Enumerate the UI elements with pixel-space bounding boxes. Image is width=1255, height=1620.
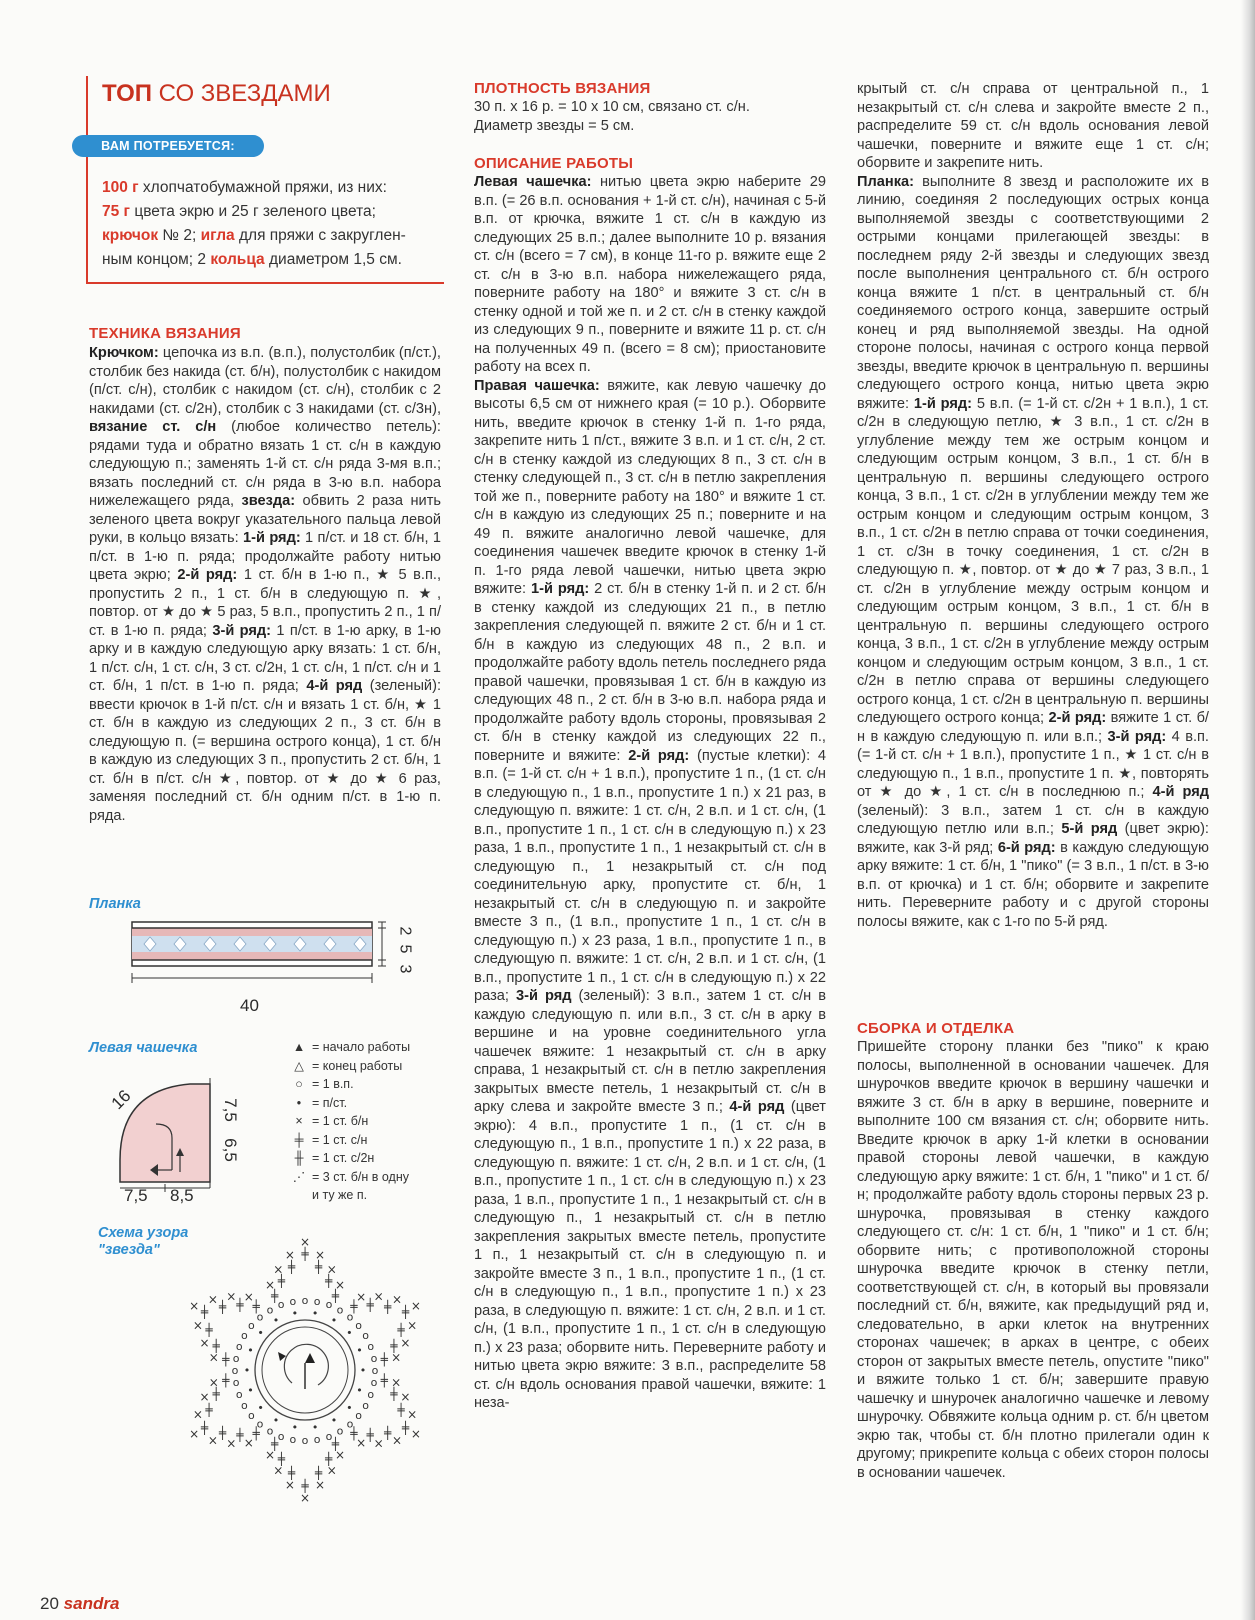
pattern-stitch-icon: × xyxy=(407,1407,418,1422)
pattern-stitch-icon: ╪ xyxy=(390,1339,398,1354)
cup-diagram xyxy=(100,1060,260,1200)
pattern-stitch-icon: o xyxy=(289,1295,297,1309)
planka-dim-h3: 3 xyxy=(396,964,414,974)
pattern-stitch-icon: × xyxy=(410,1427,421,1441)
pattern-stitch-icon: × xyxy=(284,1478,295,1493)
pattern-stitch-icon: • xyxy=(346,1326,353,1340)
pattern-stitch-icon: o xyxy=(232,1351,240,1365)
materials-pill: ВАМ ПОТРЕБУЕТСЯ: xyxy=(72,135,264,157)
title-rest: СО ЗВЕЗДАМИ xyxy=(151,80,331,107)
cup-dim-diag: 16 xyxy=(107,1086,135,1114)
pattern-stitch-icon: • xyxy=(330,1414,338,1428)
pattern-stitch-icon: × xyxy=(391,1375,402,1390)
pattern-stitch-icon: ╪ xyxy=(325,1274,333,1289)
pattern-stitch-icon: o xyxy=(301,1434,309,1447)
pattern-stitch-icon: × xyxy=(373,1436,384,1451)
pattern-stitch-icon: • xyxy=(243,1364,251,1377)
pattern-stitch-icon: × xyxy=(192,1318,203,1333)
pattern-stitch-icon: ╪ xyxy=(205,1402,213,1417)
legend-text: = 1 ст. с/н xyxy=(312,1132,368,1147)
pattern-stitch-icon: ╪ xyxy=(222,1352,230,1367)
legend-text: = п/ст. xyxy=(312,1095,348,1110)
pattern-stitch-icon: o xyxy=(248,1408,255,1422)
pattern-stitch-icon: ╪ xyxy=(236,1427,244,1442)
description-text: Левая чашечка: нитью цвета экрю наберите 29 в.п. (= 26 в.п. основания + 1-й ст. с/н), начиная с 5-й в.п. от крючка, вяжите 1 ст. с/н в каждую из следующих 25 в.п.; далее выполните 10 р. вязания ст. с/н (всего = 7 см), в конце 11-го р. вяжите еще 2 ст. с/н в 3-ю в.п. набора нижележащего ряда, поверните работу на 180° и вяжите 3 ст. с/н в стенку одной и той же п. и 2 ст. с/н в стенку каждой из следующих 9 п., поверните и вяжите 11 р. ст. с/н на полученных 49 п. (всего = 8 см); приостановите работу на всех п. Правая чашечка: вяжите, как левую чашечку до высоты 6,5 см от нижнего края (= 10 р.). Оборвите нить, введите крючок в стенку 1-й п. 1-го ряда, закрепите нить 1 п/ст., вяжите 3 в.п. и 1 ст. с/н, 2 ст. с/н в стенку каждой из следующих 8 п., 3 ст. с/н в стенку следующей п., 3 ст. с/н в петлю закрепления той же п., поверните работу на 180° и вяжите 1 ст. с/н в каждую из следующих 25 п.; поверните и на 49 п. вяжите аналогично левой чашечке, для соединения чашечек введите крючок в стенку 1-й п. 1-го ряда левой чашечки, нитью цвета экрю вяжите: 1-й ряд: 2 ст. б/н в стенку 1-й п. и 2 ст. б/н в стенку каждой из следующих 21 п., в петлю закрепления следующей п. вяжите 2 ст. б/н и 1 ст. б/н в каждую из следующих 48 п., 2 в.п. и продолжайте работу вдоль петель последнего ряда правой чашечки, провязывая 1 ст. б/н в каждую из следующих 48 п., 2 ст. б/н в 3-ю в.п. набора ряда и продолжайте работу вдоль стороны, провязывая 2 ст. б/н в стенку каждой из следующих 22 п., поверните и вяжите: 2-й ряд: (пустые клетки): 4 в.п. (= 1-й ст. с/н + 1 в.п.), пропустите 1 п., (1 ст. с/н в следующую п., 1 в.п., пропустите 1 п.) х 21 раз, в следующую п. вяжите: 1 ст. с/н, 2 в.п. и 1 ст. с/н, (1 в.п., пропустите 1 п., 1 ст. с/н в следующую п.) х 23 раза, 1 в.п., пропустите 1 п., 1 незакрытый ст. с/н в следующую п., 1 незакрытый ст. с/н под соединительную арку, пропустите ст. б/н, 1 незакрытый ст. с/н в следующую п. и закройте вместе 3 п., (1 в.п., пропустите 1 п., 1 ст. с/н в следующую п.) х 23 раза, 1 в.п., пропустите 1 п., в следующую п. вяжите: 1 ст. с/н, 2 в.п. и 1 ст. с/н, (1 в.п., пропустите 1 п., 1 ст. с/н в следующую п.) х 22 раза; 3-й ряд (зеленый): 3 в.п., затем 1 ст. с/н в каждую следующую п. или в.п., 3 ст. с/н в арку в вершине и на уровне соединительного угла чашечек вяжите: 1 незакрытый ст. с/н в арку справа, 1 незакрытый ст. с/н в петлю закрепления закрытых вместе петель, 1 незакрытый ст. с/н в арку слева и закройте вместе 3 п.; 4-й ряд (цвет экрю): 4 в.п., пропустите 1 п., (1 ст. с/н в следующую п., 1 в.п., пропустите 1 п.) х 22 раза, в следующую п. вяжите: 1 ст. с/н, 2 в.п. и 1 ст. с/н, (1 в.п., пропустите 1 п., 1 ст. с/н в следующую п.) х 23 раза, 1 в.п., пропустите 1 п., 1 незакрытый ст. с/н в следующую п., 1 незакрытый ст. с/н в петлю закрепления закрытых вместе петель, пропустите 1 п., 1 незакрытый ст. с/н в следующую п. и закройте вместе 3 п., 1 в.п., пропустите 1 п., (1 ст. с/н в следующую п., 1 в.п., пропустите 1 п.) х 23 раза, в следующую п. вяжите: 1 ст. с/н, 2 в.п. и 1 ст. с/н, (1 в.п., пропустите 1 п., 1 ст. с/н в следующую п.) х 23 раза; оборвите нить. Переверните работу и нитью цвета экрю вяжите: 3 в.п., распределите 58 ст. с/н вдоль основания правой чашечки, вяжите: 1 неза- xyxy=(474,174,826,1411)
pattern-stitch-icon: ╪ xyxy=(366,1298,374,1313)
star-pattern-diagram xyxy=(160,1225,450,1515)
legend-item xyxy=(290,1149,440,1168)
pattern-stitch-icon: ╪ xyxy=(252,1299,260,1314)
pattern-stitch-icon: × xyxy=(207,1292,218,1307)
pattern-stitch-icon: × xyxy=(208,1350,219,1365)
pattern-stitch-icon: ╪ xyxy=(212,1339,220,1354)
pattern-stitch-icon: o xyxy=(235,1340,243,1354)
pattern-stitch-icon: o xyxy=(355,1319,362,1333)
pattern-stitch-icon: o xyxy=(248,1319,255,1333)
pattern-stitch-icon: • xyxy=(330,1313,338,1327)
pattern-stitch-icon: × xyxy=(299,1491,311,1505)
pattern-stitch-icon: × xyxy=(315,1247,326,1262)
pattern-stitch-icon: ╪ xyxy=(331,1436,340,1451)
pattern-stitch-icon: ╪ xyxy=(287,1259,296,1274)
legend-item xyxy=(290,1075,440,1094)
legend-item xyxy=(290,1168,440,1187)
pattern-stitch-icon: o xyxy=(367,1387,375,1401)
pattern-stitch-icon: ╪ xyxy=(350,1426,358,1441)
pattern-stitch-icon: × xyxy=(326,1262,337,1277)
pattern-stitch-icon: o xyxy=(289,1432,297,1446)
page-footer xyxy=(40,1594,119,1614)
pattern-stitch-icon: o xyxy=(231,1364,239,1377)
pattern-stitch-icon: • xyxy=(257,1326,264,1340)
pattern-stitch-icon: ╪ xyxy=(383,1426,392,1441)
pattern-stitch-icon: ╪ xyxy=(218,1299,227,1314)
pattern-stitch-icon: × xyxy=(208,1375,219,1390)
planka-caption: Планка xyxy=(89,896,141,912)
legend-text: = 1 ст. с/2н xyxy=(312,1151,375,1165)
planka-dim-h1: 2 xyxy=(396,926,414,936)
pattern-stitch-icon: × xyxy=(273,1262,284,1277)
pattern-stitch-icon: ╪ xyxy=(236,1298,244,1313)
description-title: ОПИСАНИЕ РАБОТЫ xyxy=(474,155,634,172)
legend-symbol-icon: × xyxy=(295,1114,303,1128)
legend-item xyxy=(290,1038,440,1057)
pattern-stitch-icon: × xyxy=(264,1448,276,1463)
technique-title: ТЕХНИКА ВЯЗАНИЯ xyxy=(89,325,241,342)
pattern-stitch-icon: × xyxy=(189,1427,200,1441)
pattern-stitch-icon: ╪ xyxy=(287,1466,296,1481)
pattern-stitch-icon: o xyxy=(256,1310,264,1324)
pattern-stitch-icon: ╪ xyxy=(314,1466,323,1481)
pattern-stitch-icon: × xyxy=(207,1433,218,1448)
pattern-stitch-icon: o xyxy=(256,1417,264,1431)
pattern-stitch-icon: ╪ xyxy=(222,1373,230,1388)
pattern-stitch-icon: o xyxy=(241,1399,248,1412)
pattern-stitch-icon: • xyxy=(247,1344,254,1358)
density-title: ПЛОТНОСТЬ ВЯЗАНИЯ xyxy=(474,80,651,97)
pattern-stitch-icon: ╪ xyxy=(397,1402,405,1417)
pattern-stitch-icon: o xyxy=(241,1329,248,1342)
pattern-stitch-icon: o xyxy=(325,1298,333,1312)
legend-text: = 1 в.п. xyxy=(312,1077,354,1091)
pattern-stitch-icon: × xyxy=(356,1435,367,1450)
pattern-stitch-icon: o xyxy=(362,1329,369,1342)
pattern-stitch-icon: × xyxy=(356,1290,367,1305)
pattern-stitch-icon: o xyxy=(336,1303,344,1317)
pattern-stitch-icon: ╪ xyxy=(331,1289,340,1304)
pattern-stitch-icon: ╪ xyxy=(380,1352,388,1367)
density-text: 30 п. х 16 р. = 10 х 10 см, связано ст. с/н. Диаметр звезды = 5 см. xyxy=(474,99,750,134)
cup-caption: Левая чашечка xyxy=(89,1040,198,1056)
pattern-stitch-icon: × xyxy=(243,1435,254,1450)
legend-text: = начало работы xyxy=(312,1040,411,1054)
pattern-stitch-icon: ╪ xyxy=(277,1274,285,1289)
pattern-stitch-icon: • xyxy=(247,1383,254,1397)
legend-symbol-icon: ⋰ xyxy=(292,1169,306,1184)
pattern-stitch-icon: × xyxy=(326,1463,337,1478)
pattern-stitch-icon: × xyxy=(334,1277,346,1292)
pattern-stitch-icon: o xyxy=(355,1408,362,1422)
pattern-stitch-icon: × xyxy=(189,1299,200,1313)
cup-dim-bottom2: 8,5 xyxy=(170,1186,194,1205)
pattern-stitch-icon: × xyxy=(264,1277,276,1292)
pattern-stitch-icon: o xyxy=(362,1399,369,1412)
pattern-stitch-icon: × xyxy=(284,1247,295,1262)
pattern-stitch-icon: × xyxy=(199,1390,210,1405)
cup-dim-right1: 7,5 xyxy=(220,1098,240,1122)
pattern-stitch-icon: × xyxy=(226,1289,237,1304)
planka-diagram xyxy=(120,910,420,1020)
pattern-stitch-icon: × xyxy=(400,1390,411,1405)
legend-symbol-icon: ▲ xyxy=(292,1040,306,1054)
pattern-stitch-icon: × xyxy=(334,1448,346,1463)
pattern-stitch-icon: • xyxy=(291,1306,299,1320)
pattern-stitch-icon: • xyxy=(356,1383,363,1397)
legend-item xyxy=(290,1131,440,1150)
legend-text: и ту же п. xyxy=(312,1188,368,1202)
star-caption: Схема узора "звезда" xyxy=(98,1225,189,1258)
pattern-stitch-icon: × xyxy=(299,1235,311,1249)
pattern-stitch-icon: × xyxy=(315,1478,326,1493)
pattern-stitch-icon: ╪ xyxy=(301,1479,309,1493)
pattern-stitch-icon: o xyxy=(277,1298,285,1312)
legend-item xyxy=(290,1112,440,1131)
pattern-stitch-icon: × xyxy=(410,1299,421,1313)
pattern-stitch-icon: ╪ xyxy=(218,1426,227,1441)
pattern-stitch-icon: × xyxy=(392,1292,403,1307)
legend-item xyxy=(290,1057,440,1076)
legend-item xyxy=(290,1186,440,1205)
pattern-stitch-icon: • xyxy=(359,1364,367,1377)
pattern-stitch-icon: • xyxy=(356,1344,363,1358)
pattern-stitch-icon: ╪ xyxy=(301,1247,309,1261)
pattern-stitch-icon: o xyxy=(346,1417,354,1431)
pattern-stitch-icon: o xyxy=(313,1432,321,1446)
title-bold: ТОП xyxy=(102,80,152,107)
pattern-stitch-icon: ╪ xyxy=(200,1421,209,1435)
legend-symbol-icon: ╪ xyxy=(294,1132,304,1147)
pattern-stitch-icon: × xyxy=(392,1433,403,1448)
pattern-stitch-icon: o xyxy=(336,1424,344,1438)
pattern-stitch-icon: ╪ xyxy=(401,1421,410,1435)
legend-symbol-icon: • xyxy=(296,1095,302,1110)
pattern-stitch-icon: • xyxy=(257,1401,264,1415)
technique-text: Крючком: цепочка из в.п. (в.п.), полустолбик (п/ст.), столбик без накида (ст. б/н), полустолбик с накидом (п/ст. с/н), столбик с накидом (ст. с/н), столбик с 2 накидами (ст. с/2н), столбик с 3 накидами (ст. с/3н), вязание ст. с/н (любое количество петель): рядами туда и обратно вязать 1 ст. с/н в каждую следующую п.; заменять 1-й ст. с/н ряда 3-мя в.п.; вязать последний ст. с/н ряда в 3-ю в.п. набора нижележащего ряда, звезда: обвить 2 раза нить зеленого цвета вокруг указательного пальца левой руки, в кольцо вязать: 1-й ряд: 1 п/ст. и 18 ст. б/н, 1 п/ст. в 1-ю п. ряда; продолжайте работу нитью цвета экрю; 2-й ряд: 1 ст. б/н в 1-ю п., ★ 5 в.п., пропустить 2 п., 1 ст. б/н в следующую п. ★, повтор. от ★ до ★ 5 раз, 5 в.п., пропустить 2 п., 1 п/ст. в 1-ю п. ряда; 3-й ряд: 1 п/ст. в 1-ю арку, в 1-ю арку и в каждую следующую арку вязать: 1 ст. б/н, 1 п/ст. с/н, 1 ст. с/н, 3 ст. с/2н, 1 ст. с/н, 1 п/ст. с/н и 1 ст. б/н, 1 п/ст. в 1-ю п. ряда; 4-й ряд (зеленый): ввести крючок в 1-й п/ст. с/н и вязать 1 ст. б/н, ★ 1 ст. б/н в каждую из следующих 2 п., 3 ст. б/н в следующую п. (= вершина острого конца), 1 ст. б/н в каждую из следующих 3 п., пропустить 2 ст. б/н, 1 ст. б/н в п/ст. с/н ★, повтор. от ★ до ★ 6 раз, заменяя последний ст. б/н одним п/ст. в 1-ю п. ряда. xyxy=(89,345,441,824)
legend-symbol-icon: ╫ xyxy=(294,1151,304,1165)
assembly-title: СБОРКА И ОТДЕЛКА xyxy=(857,1020,1015,1037)
legend-symbol-icon: ○ xyxy=(295,1077,303,1091)
pattern-stitch-icon: × xyxy=(407,1318,418,1333)
pattern-stitch-icon: ╪ xyxy=(401,1305,410,1319)
pattern-stitch-icon: × xyxy=(199,1335,210,1350)
pattern-stitch-icon: • xyxy=(291,1421,299,1435)
pattern-stitch-icon: o xyxy=(370,1351,378,1365)
pattern-stitch-icon: o xyxy=(235,1387,243,1401)
pattern-stitch-icon: ╪ xyxy=(212,1386,220,1401)
pattern-stitch-icon: ╪ xyxy=(314,1259,323,1274)
pattern-stitch-icon: o xyxy=(266,1424,274,1438)
pattern-stitch-icon: o xyxy=(325,1429,333,1443)
pattern-stitch-icon: ╪ xyxy=(252,1426,260,1441)
planka-dim-width: 40 xyxy=(240,996,259,1015)
assembly-text: Пришейте сторону планки без "пико" к краю полосы, выполненной в основании чашечек. Для шнурочков введите крючок в вершину чашечки и вяжите 3 ст. б/н в арку в вершине, поверните и выполните 100 см вязания ст. с/н; оборвите нить. Введите крючок в арку 1-й клетки в основании правой стороны левой чашечки, в каждую следующую арку вяжите: 1 ст. б/н, 1 "пико" и 1 ст. б/н; продолжайте работу вдоль стороны первых 23 р. шнурочка, провязывая в стенку каждого следующего ст. с/н: 1 ст. б/н, 1 "пико" и 1 ст. б/н; оборвите нить; с противоположной стороны шнурочка введите крючок в стенку петли, соответствующей ст. с/н, в который вы провязали последний ст. б/н, вяжите, как предыдущий ряд и, следовательно, в арки клеток на внутренних сторонах чашечек; в арках в центре, с обеих сторон от закрытых вместе петель, опустите "пико" и вяжите только 1 ст. б/н; завершите правую чашечку и шнурочек аналогично чашечке и левому шнурочку. Обвяжите кольца одним р. ст. б/н цветом экрю так, чтобы ст. б/н плотно прилегали один к другому; прикрепите кольца с обеих сторон полосы в основании чашечек. xyxy=(857,1039,1209,1481)
pattern-stitch-icon: ╪ xyxy=(350,1299,358,1314)
pattern-stitch-icon: × xyxy=(226,1436,237,1451)
pattern-stitch-icon: ╪ xyxy=(397,1323,405,1338)
pattern-stitch-icon: • xyxy=(272,1313,280,1327)
pattern-stitch-icon: ╪ xyxy=(270,1436,279,1451)
symbol-legend xyxy=(290,1038,440,1205)
legend-text: = 1 ст. б/н xyxy=(312,1114,369,1128)
pattern-stitch-icon: ╪ xyxy=(366,1427,374,1442)
pattern-stitch-icon: ╪ xyxy=(205,1323,213,1338)
pattern-stitch-icon: • xyxy=(346,1401,353,1415)
pattern-stitch-icon: ╪ xyxy=(277,1451,285,1466)
pattern-stitch-icon: × xyxy=(373,1289,384,1304)
pattern-stitch-icon: o xyxy=(346,1310,354,1324)
pattern-stitch-icon: o xyxy=(371,1364,379,1377)
planka-dim-h2: 5 xyxy=(396,944,414,954)
pattern-stitch-icon: × xyxy=(273,1463,284,1478)
pattern-stitch-icon: • xyxy=(311,1421,319,1435)
magazine-brand: sandra xyxy=(63,1594,120,1613)
pattern-stitch-icon: ╪ xyxy=(390,1386,398,1401)
pattern-stitch-icon: o xyxy=(301,1294,309,1307)
pattern-stitch-icon: ╪ xyxy=(380,1373,388,1388)
pattern-stitch-icon: ╪ xyxy=(270,1289,279,1304)
pattern-stitch-icon: • xyxy=(311,1306,319,1320)
page-edge-shadow xyxy=(1241,0,1255,1620)
cup-dim-right2: 6,5 xyxy=(220,1138,240,1162)
col3-text: крытый ст. с/н справа от центральной п., 1 незакрытый ст. с/н слева и закройте вместе 2 п., распределите 59 ст. с/н вдоль основания левой чашечки, поверните и вяжите еще 1 ст. с/н; оборвите и закрепите нить. Планка: выполните 8 звезд и расположите их в линию, соединяя 2 последующих острых конца выполняемой звезды с соответствующими 2 острыми концами прилегающей звезды: в последнем ряду 2-й звезды и следующих звезд после выполнения центрального ст. б/н острого конца вяжите 1 п/ст. в центральный ст. б/н соединяемого острого конца, завершите острый конец и ряд выполняемой звезды. На одной стороне полосы, начиная с острого конца первой звезды, введите крючок в центральную п. вершины следующего острого конца, нитью цвета экрю вяжите: 1-й ряд: 5 в.п. (= 1-й ст. с/2н + 1 в.п.), 1 ст. с/2н в следующую петлю, ★ 3 в.п., 1 ст. с/2н в углубление между тем же острым концом и следующим острым концом, 3 в.п., 1 ст. б/н в центральную п. вершины следующего острого конца, 3 в.п., 1 ст. с/2н в углублении между тем же острым концом и следующим острым концом, 3 в.п., 1 ст. с/2н в петлю справа от точки соединения, 1 ст. с/3н в точку соединения, 1 ст. с/2н в следующую п. ★, повтор. от ★ до ★ 7 раз, 3 в.п., 1 ст. с/2н в углубление между острым концом и следующим острым концом, 3 в.п., 1 ст. б/н в центральную п. вершины следующего острого конца, 3 в.п., 1 ст. с/2н в углубление между острым концом и следующим острым концом, 3 в.п., 1 ст. с/2н в петлю справа от вершины следующего острого конца, 1 ст. с/2н в центральную п. вершины следующего острого конца; 2-й ряд: вяжите 1 ст. б/н в каждую следующую п. или в.п.; 3-й ряд: 4 в.п. (= 1-й ст. с/н + 1 в.п.), пропустите 1 п., ★ 1 ст. с/н в следующую п., 1 в.п., пропустите 1 п. ★, повторять от ★ до ★, 1 ст. с/н в последнюю п.; 4-й ряд (зеленый): 3 в.п., затем 1 ст. с/н в каждую следующую петлю или в.п.; 5-й ряд (цвет экрю): вяжите, как 3-й ряд; 6-й ряд: в каждую следующую арку вяжите: 1 ст. б/н, 1 "пико" (= 3 в.п., 1 п/ст. в 3-ю в.п. от крючка) и 1 ст. б/н; оборвите и закрепите нить. Переверните работу и с другой стороны полосы вяжите, как с 1-го по 5-й ряд. xyxy=(857,81,1209,930)
pattern-stitch-icon: o xyxy=(370,1376,378,1390)
legend-text: = 3 ст. б/н в одну xyxy=(312,1169,409,1184)
pattern-stitch-icon: o xyxy=(277,1429,285,1443)
legend-item xyxy=(290,1094,440,1113)
legend-text: = конец работы xyxy=(312,1058,403,1073)
pattern-stitch-icon: ╪ xyxy=(325,1451,333,1466)
cup-dim-bottom1: 7,5 xyxy=(124,1186,148,1205)
legend-symbol-icon: △ xyxy=(294,1058,304,1073)
pattern-stitch-icon: o xyxy=(232,1376,240,1390)
pattern-stitch-icon: o xyxy=(266,1303,274,1317)
pattern-stitch-icon: o xyxy=(313,1295,321,1309)
pattern-stitch-icon: o xyxy=(367,1340,375,1354)
pattern-stitch-icon: × xyxy=(243,1290,254,1305)
page-number: 20 xyxy=(40,1594,59,1613)
pattern-stitch-icon: ╪ xyxy=(383,1299,392,1314)
pattern-stitch-icon: × xyxy=(192,1407,203,1422)
pattern-stitch-icon: • xyxy=(272,1414,280,1428)
pattern-stitch-icon: × xyxy=(391,1350,402,1365)
materials-text: 100 г хлопчатобумажной пряжи, из них: 75 г цвета экрю и 25 г зеленого цвета; крючок № 2; игла для пряжи с закруглен- ным концом; 2 кольца диаметром 1,5 см. xyxy=(102,179,406,268)
pattern-stitch-icon: × xyxy=(400,1335,411,1350)
pattern-stitch-icon: ╪ xyxy=(200,1305,209,1319)
